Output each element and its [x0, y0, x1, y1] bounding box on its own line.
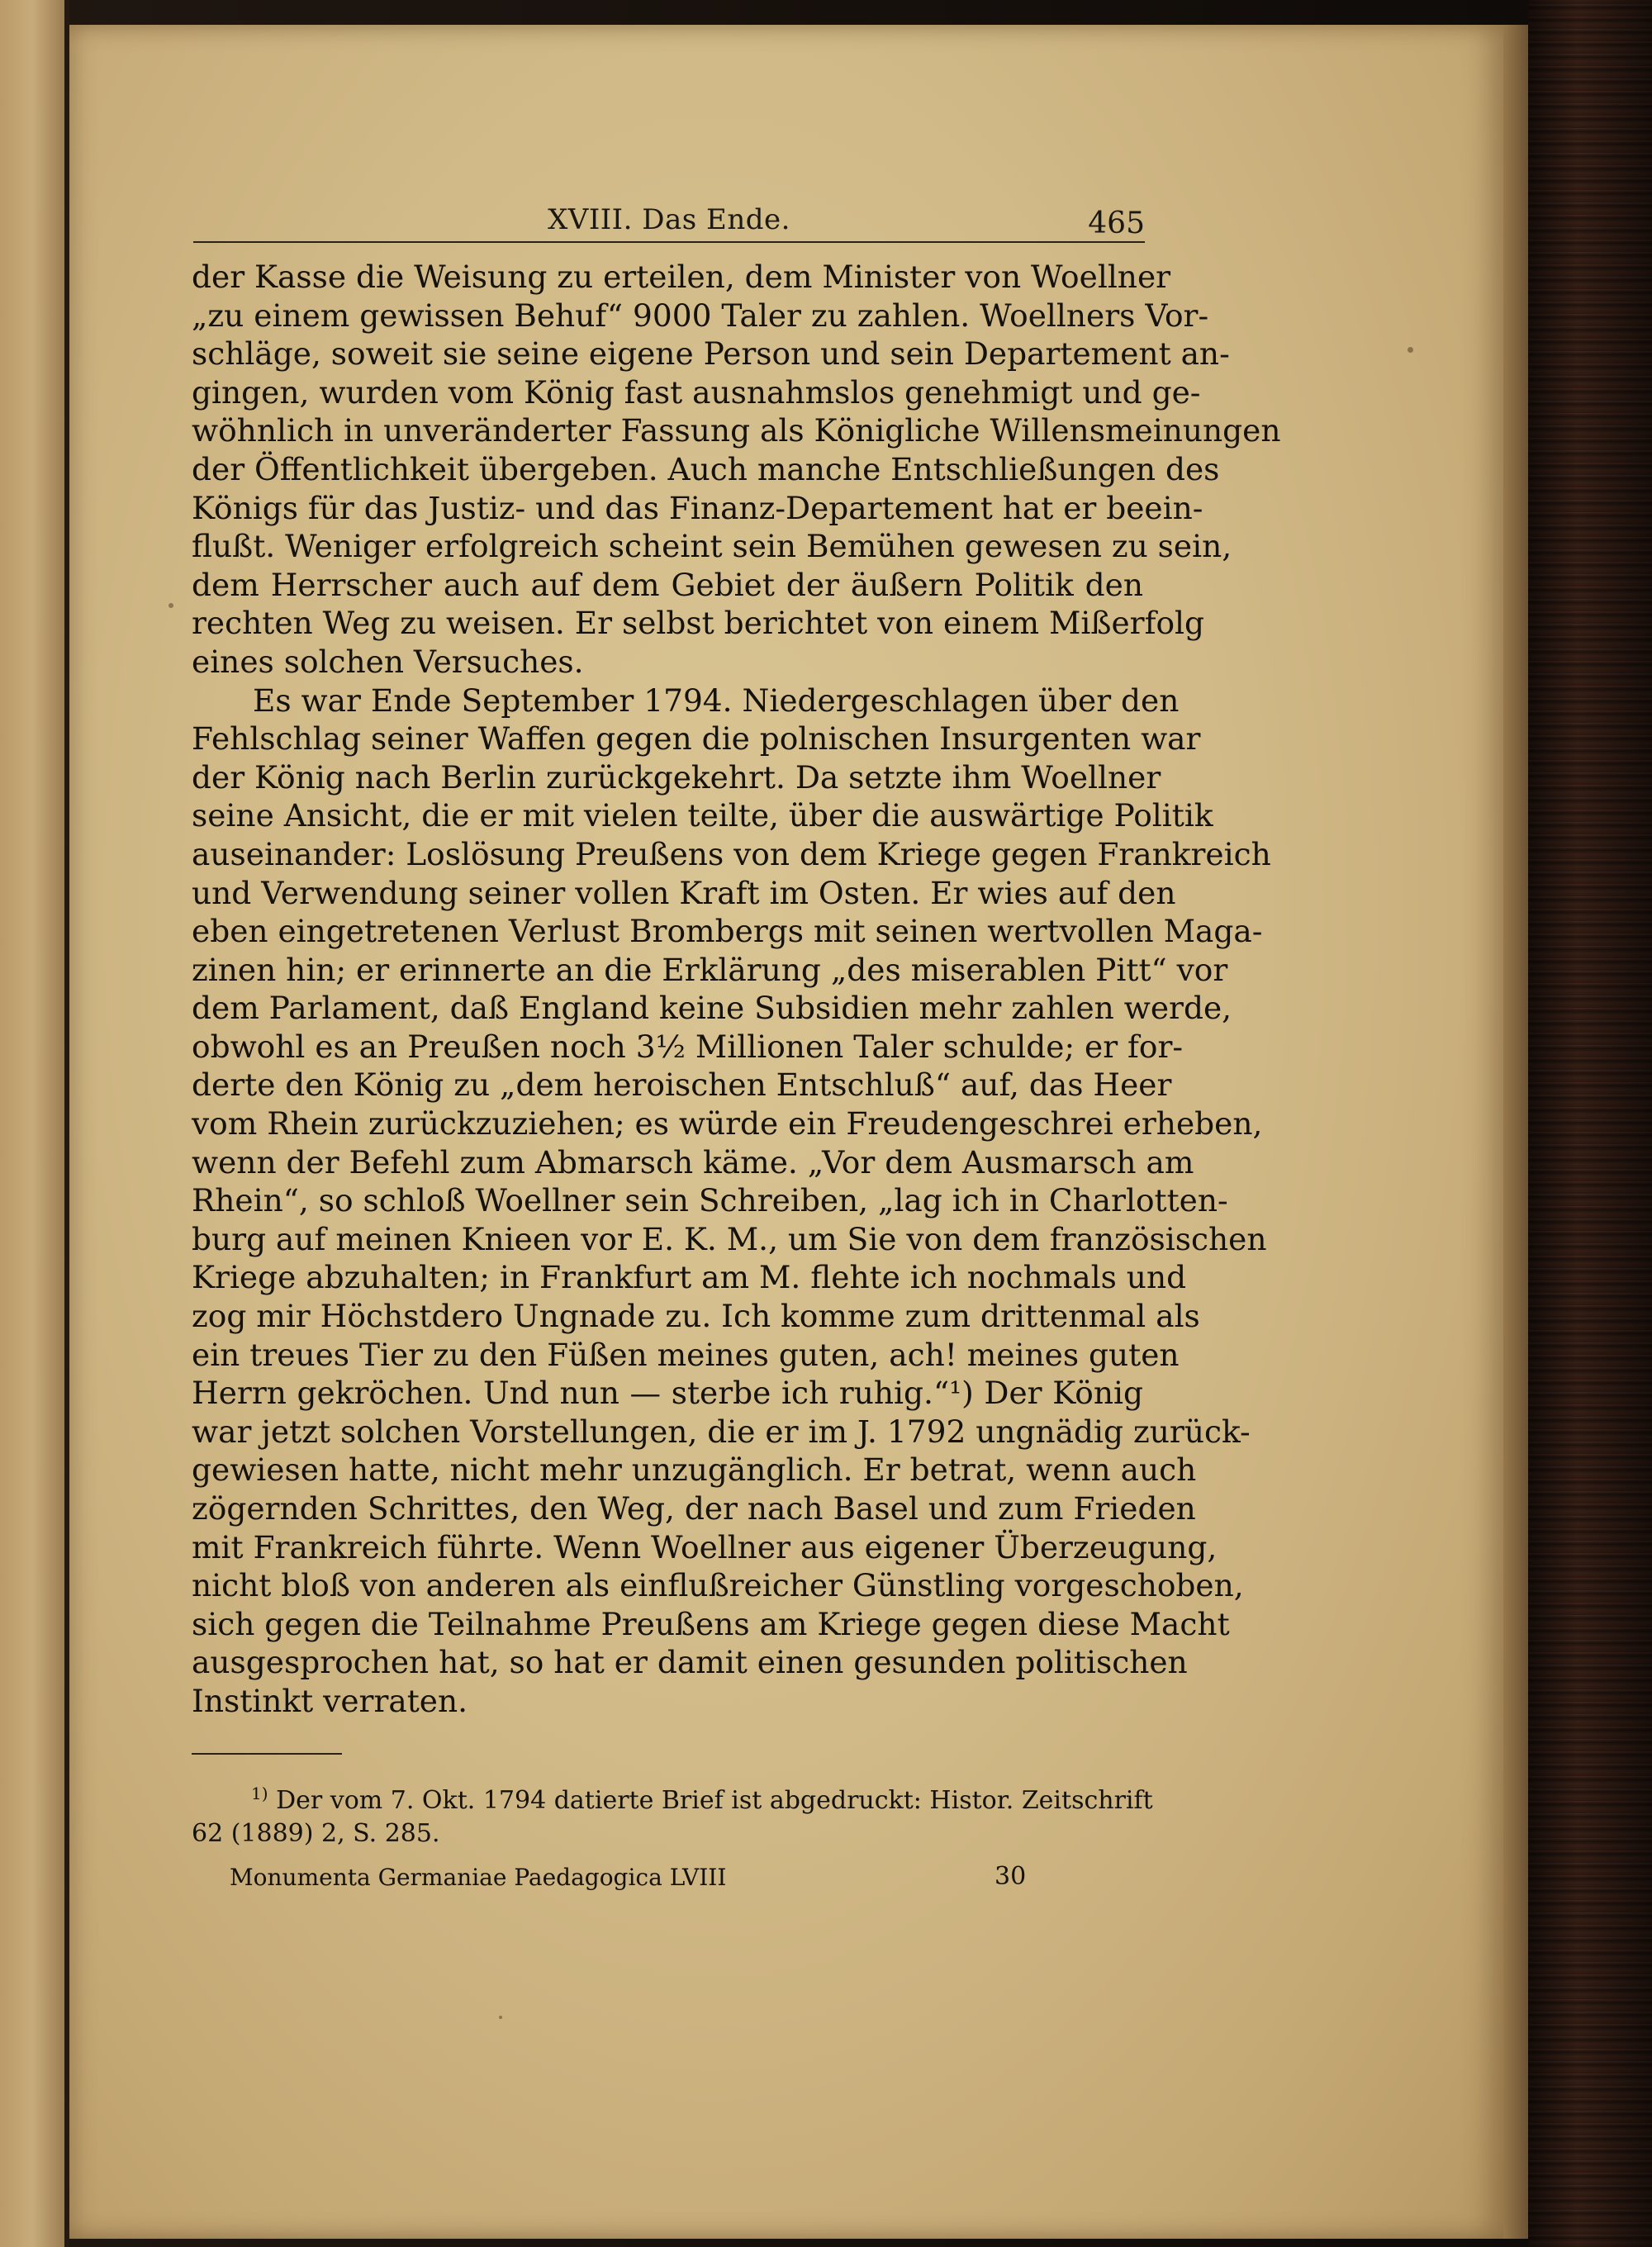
text-line: Fehlschlag seiner Waffen gegen die polnischen Insurgenten war: [192, 720, 1201, 758]
printer-signature: [230, 1864, 1056, 1897]
text-line: derte den König zu „dem heroischen Entschluß“ auf, das Heer: [192, 1066, 1172, 1104]
text-line: flußt. Weniger erfolgreich scheint sein Bemühen gewesen zu sein,: [192, 528, 1232, 565]
footnote-rule: [192, 1753, 342, 1755]
paragraph-start-line: Es war Ende September 1794. Niedergeschlagen über den: [253, 682, 1180, 719]
facing-page-edge: [0, 0, 69, 2247]
text-line: gewiesen hatte, nicht mehr unzugänglich. Er betrat, wenn auch: [192, 1451, 1197, 1489]
text-line: Rhein“, so schloß Woellner sein Schreiben, „lag ich in Charlotten-: [192, 1182, 1228, 1219]
footnote-line: 62 (1889) 2, S. 285.: [192, 1819, 440, 1848]
text-line: gingen, wurden vom König fast ausnahmslos genehmigt und ge-: [192, 373, 1201, 411]
paper-speck: [1408, 347, 1413, 353]
signature-title: Monumenta Germaniae Paedagogica LVIII: [230, 1864, 727, 1891]
text-line: Kriege abzuhalten; in Frankfurt am M. flehte ich nochmals und: [192, 1259, 1187, 1296]
text-line: ein treues Tier zu den Füßen meines guten, ach! meines guten: [192, 1336, 1180, 1373]
text-line: nicht bloß von anderen als einflußreicher Günstling vorgeschoben,: [192, 1567, 1244, 1604]
text-line: sich gegen die Teilnahme Preußens am Kriege gegen diese Macht: [192, 1605, 1230, 1642]
paper-speck: [169, 603, 173, 608]
text-line: und Verwendung seiner vollen Kraft im Osten. Er wies auf den: [192, 874, 1176, 911]
text-line: der Kasse die Weisung zu erteilen, dem Minister von Woellner: [192, 259, 1171, 295]
text-line: rechten Weg zu weisen. Er selbst berichtet von einem Mißerfolg: [192, 605, 1205, 642]
text-line: vom Rhein zurückzuziehen; es würde ein Freudengeschrei erheben,: [192, 1105, 1263, 1143]
text-line: „zu einem gewissen Behuf“ 9000 Taler zu zahlen. Woellners Vor-: [192, 297, 1209, 334]
text-line: zinen hin; er erinnerte an die Erklärung „des miserablen Pitt“ vor: [192, 951, 1228, 988]
header-rule: [193, 241, 1145, 243]
text-line: schläge, soweit sie seine eigene Person und sein Departement an-: [192, 335, 1230, 373]
footnote: [192, 1784, 1153, 1850]
text-line: burg auf meinen Knieen vor E. K. M., um Sie von dem französischen: [192, 1220, 1267, 1257]
text-line: dem Parlament, daß England keine Subsidien mehr zahlen werde,: [192, 990, 1232, 1027]
text-line: eben eingetretenen Verlust Brombergs mit seinen wertvollen Maga-: [192, 913, 1263, 950]
text-line: war jetzt solchen Vorstellungen, die er im J. 1792 ungnädig zurück-: [192, 1413, 1251, 1450]
text-line: seine Ansicht, die er mit vielen teilte, über die auswärtige Politik: [192, 797, 1213, 834]
signature-number: 30: [995, 1862, 1027, 1891]
paper-speck: [499, 2016, 502, 2019]
footnote-marker: 1): [251, 1784, 268, 1803]
text-line: mit Frankreich führte. Wenn Woellner aus eigener Überzeugung,: [192, 1528, 1218, 1565]
text-line: wöhnlich in unveränderter Fassung als Königliche Willensmeinungen: [192, 412, 1281, 449]
text-line: der König nach Berlin zurückgekehrt. Da setzte ihm Woellner: [192, 758, 1161, 796]
running-head: XVIII. Das Ende.: [548, 203, 790, 236]
text-line: Königs für das Justiz- und das Finanz-Departement hat er beein-: [192, 489, 1203, 526]
text-line: Herrn gekröchen. Und nun — sterbe ich ruhig.“¹) Der König: [192, 1375, 1143, 1412]
body-text: [192, 258, 1281, 1721]
text-line: wenn der Befehl zum Abmarsch käme. „Vor dem Ausmarsch am: [192, 1143, 1194, 1181]
footnote-text: Der vom 7. Okt. 1794 datierte Brief ist abgedruckt: Histor. Zeitschrift: [276, 1786, 1153, 1815]
text-line: eines solchen Versuches.: [192, 643, 584, 680]
text-line: Instinkt verraten.: [192, 1682, 468, 1719]
page-number: 465: [1088, 207, 1145, 240]
text-line: ausgesprochen hat, so hat er damit einen gesunden politischen: [192, 1644, 1188, 1681]
text-line: zögernden Schrittes, den Weg, der nach Basel und zum Frieden: [192, 1490, 1196, 1527]
footnote-line: [192, 1784, 1153, 1817]
text-line: zog mir Höchstdero Ungnade zu. Ich komme zum drittenmal als: [192, 1298, 1200, 1335]
text-line: auseinander: Loslösung Preußens von dem Kriege gegen Frankreich: [192, 835, 1271, 872]
page-header: [193, 190, 1145, 240]
text-line: dem Herrscher auch auf dem Gebiet der äußern Politik den: [192, 566, 1143, 603]
book-binding: [1528, 0, 1652, 2247]
text-line: obwohl es an Preußen noch 3½ Millionen Taler schulde; er for-: [192, 1028, 1184, 1065]
text-line: der Öffentlichkeit übergeben. Auch manche Entschließungen des: [192, 450, 1220, 487]
